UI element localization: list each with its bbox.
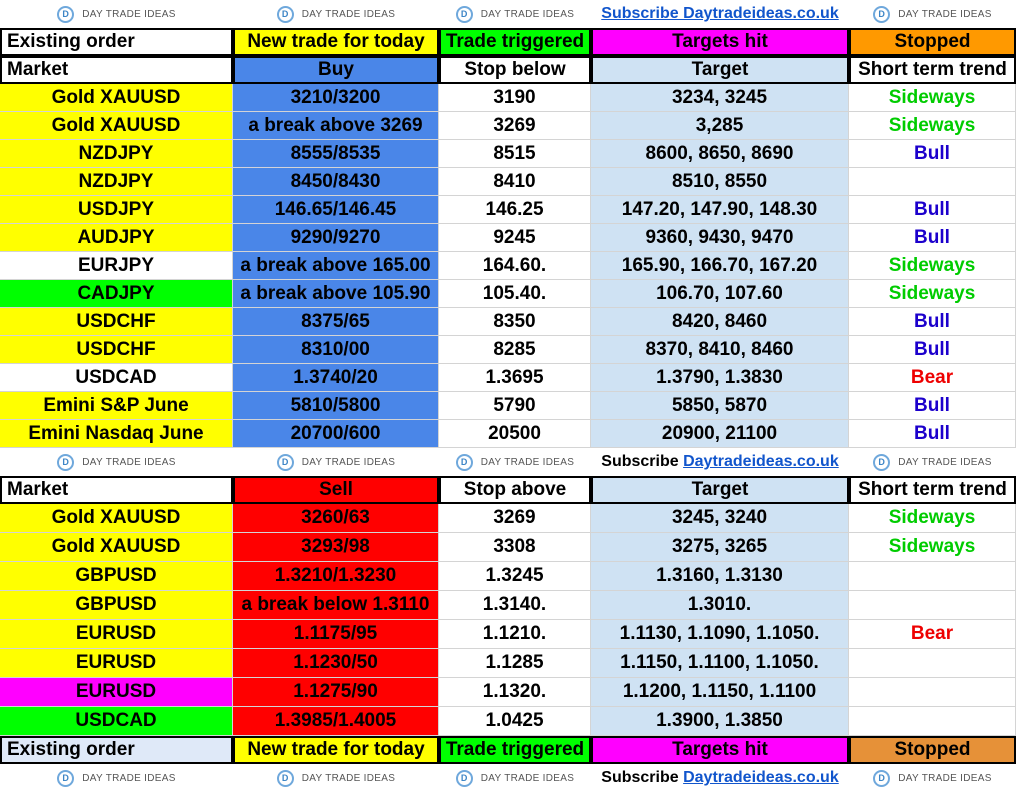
market-cell: AUDJPY	[0, 224, 233, 252]
brand-cell	[439, 448, 591, 476]
brand-cell	[0, 448, 233, 476]
entry-cell: 5810/5800	[233, 392, 439, 420]
market-cell: USDCAD	[0, 364, 233, 392]
brand-cell	[849, 448, 1016, 476]
logo-icon: D	[456, 6, 473, 23]
market-cell: EURJPY	[0, 252, 233, 280]
target-cell: 8510, 8550	[591, 168, 849, 196]
logo-icon: D	[873, 454, 890, 471]
market-cell: EURUSD	[0, 678, 233, 707]
logo-icon: D	[57, 454, 74, 471]
table-row	[0, 112, 1020, 140]
brand-logo: D DAY TRADE IDEAS	[277, 454, 395, 471]
entry-cell: 1.3210/1.3230	[233, 562, 439, 591]
trend-cell: Sideways	[849, 533, 1016, 562]
header-buy: Buy	[233, 56, 439, 84]
brand-logo: D DAY TRADE IDEAS	[277, 6, 395, 23]
subscribe-prefix: Subscribe	[601, 453, 679, 470]
header-market: Market	[0, 476, 233, 504]
market-cell: USDCHF	[0, 336, 233, 364]
market-cell: GBPUSD	[0, 562, 233, 591]
table-row	[0, 392, 1020, 420]
entry-cell: 8375/65	[233, 308, 439, 336]
legend-targets-hit: Targets hit	[591, 28, 849, 56]
trend-cell: Bear	[849, 364, 1016, 392]
entry-cell: 1.3740/20	[233, 364, 439, 392]
brand-logo: D DAY TRADE IDEAS	[57, 770, 175, 787]
legend-stopped: Stopped	[849, 28, 1016, 56]
stop-cell: 3190	[439, 84, 591, 112]
brand-logo: D DAY TRADE IDEAS	[873, 454, 991, 471]
stop-cell: 1.1285	[439, 649, 591, 678]
stop-cell: 1.3245	[439, 562, 591, 591]
logo-icon: D	[456, 454, 473, 471]
header-trend: Short term trend	[849, 476, 1016, 504]
market-cell: Gold XAUUSD	[0, 533, 233, 562]
entry-cell: a break above 165.00	[233, 252, 439, 280]
header-market: Market	[0, 56, 233, 84]
header-sell: Sell	[233, 476, 439, 504]
table-row	[0, 533, 1020, 562]
trend-cell: Sideways	[849, 84, 1016, 112]
brand-logo: D DAY TRADE IDEAS	[456, 6, 574, 23]
table-row	[0, 196, 1020, 224]
market-cell: Gold XAUUSD	[0, 84, 233, 112]
trend-cell: Bull	[849, 392, 1016, 420]
market-cell: Emini S&P June	[0, 392, 233, 420]
table-row	[0, 308, 1020, 336]
table-row	[0, 504, 1020, 533]
subscribe-cell	[591, 0, 849, 28]
legend-triggered: Trade triggered	[439, 28, 591, 56]
subscribe-prefix: Subscribe	[601, 769, 679, 786]
stop-cell: 8285	[439, 336, 591, 364]
subscribe-link[interactable]: Daytradeideas.co.uk	[683, 453, 839, 470]
stop-cell: 1.3140.	[439, 591, 591, 620]
brand-cell	[233, 0, 439, 28]
entry-cell: 1.3985/1.4005	[233, 707, 439, 736]
entry-cell: a break above 105.90	[233, 280, 439, 308]
logo-icon: D	[57, 770, 74, 787]
trend-cell: Sideways	[849, 252, 1016, 280]
brand-cell	[233, 448, 439, 476]
stop-cell: 3269	[439, 112, 591, 140]
trend-cell: Bull	[849, 140, 1016, 168]
market-cell: EURUSD	[0, 620, 233, 649]
target-cell: 20900, 21100	[591, 420, 849, 448]
sell-header-row	[0, 476, 1020, 504]
trend-cell: Bear	[849, 620, 1016, 649]
entry-cell: 3293/98	[233, 533, 439, 562]
trend-cell	[849, 591, 1016, 620]
market-cell: GBPUSD	[0, 591, 233, 620]
stop-cell: 3308	[439, 533, 591, 562]
target-cell: 3275, 3265	[591, 533, 849, 562]
brand-logo: D DAY TRADE IDEAS	[873, 6, 991, 23]
logo-icon: D	[873, 770, 890, 787]
target-cell: 1.3790, 1.3830	[591, 364, 849, 392]
target-cell: 1.3010.	[591, 591, 849, 620]
market-cell: EURUSD	[0, 649, 233, 678]
brand-logo: D DAY TRADE IDEAS	[277, 770, 395, 787]
target-cell: 9360, 9430, 9470	[591, 224, 849, 252]
market-cell: USDCAD	[0, 707, 233, 736]
target-cell: 3,285	[591, 112, 849, 140]
target-cell: 147.20, 147.90, 148.30	[591, 196, 849, 224]
brand-cell	[0, 0, 233, 28]
trend-cell	[849, 678, 1016, 707]
logo-icon: D	[456, 770, 473, 787]
market-cell: Gold XAUUSD	[0, 504, 233, 533]
table-row	[0, 707, 1020, 736]
target-cell: 8370, 8410, 8460	[591, 336, 849, 364]
header-target: Target	[591, 476, 849, 504]
target-cell: 3234, 3245	[591, 84, 849, 112]
subscribe-link[interactable]: Daytradeideas.co.uk	[683, 769, 839, 786]
table-row	[0, 280, 1020, 308]
target-cell: 5850, 5870	[591, 392, 849, 420]
table-row	[0, 84, 1020, 112]
logo-icon: D	[57, 6, 74, 23]
target-cell: 8420, 8460	[591, 308, 849, 336]
table-row	[0, 562, 1020, 591]
brand-logo: D DAY TRADE IDEAS	[57, 454, 175, 471]
brand-logo: D DAY TRADE IDEAS	[57, 6, 175, 23]
subscribe-cell	[591, 448, 849, 476]
legend-stopped: Stopped	[849, 736, 1016, 764]
trend-cell	[849, 649, 1016, 678]
entry-cell: 20700/600	[233, 420, 439, 448]
table-row	[0, 678, 1020, 707]
entry-cell: a break above 3269	[233, 112, 439, 140]
target-cell: 1.1150, 1.1100, 1.1050.	[591, 649, 849, 678]
market-cell: NZDJPY	[0, 168, 233, 196]
stop-cell: 5790	[439, 392, 591, 420]
table-row	[0, 336, 1020, 364]
entry-cell: 8450/8430	[233, 168, 439, 196]
stop-cell: 146.25	[439, 196, 591, 224]
market-cell: Emini Nasdaq June	[0, 420, 233, 448]
entry-cell: 3210/3200	[233, 84, 439, 112]
brand-cell	[439, 0, 591, 28]
header-target: Target	[591, 56, 849, 84]
target-cell: 165.90, 166.70, 167.20	[591, 252, 849, 280]
legend-row-top	[0, 28, 1020, 56]
stop-cell: 164.60.	[439, 252, 591, 280]
stop-cell: 1.1320.	[439, 678, 591, 707]
market-cell: CADJPY	[0, 280, 233, 308]
market-cell: NZDJPY	[0, 140, 233, 168]
trend-cell: Sideways	[849, 112, 1016, 140]
trend-cell: Bull	[849, 308, 1016, 336]
trend-cell	[849, 168, 1016, 196]
table-row	[0, 224, 1020, 252]
stop-cell: 3269	[439, 504, 591, 533]
table-row	[0, 252, 1020, 280]
target-cell: 106.70, 107.60	[591, 280, 849, 308]
trend-cell: Bull	[849, 196, 1016, 224]
market-cell: USDCHF	[0, 308, 233, 336]
trend-cell: Sideways	[849, 504, 1016, 533]
logo-icon: D	[277, 6, 294, 23]
brand-row-middle	[0, 448, 1020, 476]
stop-cell: 1.3695	[439, 364, 591, 392]
trend-cell: Bull	[849, 224, 1016, 252]
brand-logo: D DAY TRADE IDEAS	[873, 770, 991, 787]
target-cell: 8600, 8650, 8690	[591, 140, 849, 168]
logo-icon: D	[873, 6, 890, 23]
table-row	[0, 620, 1020, 649]
entry-cell: 1.1230/50	[233, 649, 439, 678]
table-row	[0, 591, 1020, 620]
entry-cell: 1.1275/90	[233, 678, 439, 707]
header-trend: Short term trend	[849, 56, 1016, 84]
table-row	[0, 364, 1020, 392]
legend-existing: Existing order	[0, 736, 233, 764]
entry-cell: 146.65/146.45	[233, 196, 439, 224]
legend-row-bottom	[0, 736, 1020, 764]
logo-icon: D	[277, 770, 294, 787]
stop-cell: 20500	[439, 420, 591, 448]
stop-cell: 8350	[439, 308, 591, 336]
table-row	[0, 140, 1020, 168]
entry-cell: 8310/00	[233, 336, 439, 364]
trend-cell: Bull	[849, 420, 1016, 448]
stop-cell: 1.0425	[439, 707, 591, 736]
entry-cell: 9290/9270	[233, 224, 439, 252]
entry-cell: 1.1175/95	[233, 620, 439, 649]
trend-cell	[849, 562, 1016, 591]
market-cell: Gold XAUUSD	[0, 112, 233, 140]
market-cell: USDJPY	[0, 196, 233, 224]
trend-cell	[849, 707, 1016, 736]
legend-existing: Existing order	[0, 28, 233, 56]
table-row	[0, 649, 1020, 678]
table-row	[0, 420, 1020, 448]
legend-triggered: Trade triggered	[439, 736, 591, 764]
trend-cell: Sideways	[849, 280, 1016, 308]
target-cell: 1.1130, 1.1090, 1.1050.	[591, 620, 849, 649]
legend-new-trade: New trade for today	[233, 28, 439, 56]
brand-logo: D DAY TRADE IDEAS	[456, 454, 574, 471]
subscribe-link[interactable]: Subscribe Daytradeideas.co.uk	[601, 5, 839, 22]
trend-cell: Bull	[849, 336, 1016, 364]
stop-cell: 8515	[439, 140, 591, 168]
table-row	[0, 168, 1020, 196]
entry-cell: 8555/8535	[233, 140, 439, 168]
stop-cell: 1.1210.	[439, 620, 591, 649]
header-stop-below: Stop below	[439, 56, 591, 84]
target-cell: 3245, 3240	[591, 504, 849, 533]
target-cell: 1.3160, 1.3130	[591, 562, 849, 591]
entry-cell: 3260/63	[233, 504, 439, 533]
stop-cell: 8410	[439, 168, 591, 196]
stop-cell: 9245	[439, 224, 591, 252]
entry-cell: a break below 1.3110	[233, 591, 439, 620]
header-stop-above: Stop above	[439, 476, 591, 504]
target-cell: 1.1200, 1.1150, 1.1100	[591, 678, 849, 707]
logo-icon: D	[277, 454, 294, 471]
brand-cell	[849, 0, 1016, 28]
legend-new-trade: New trade for today	[233, 736, 439, 764]
stop-cell: 105.40.	[439, 280, 591, 308]
legend-targets-hit: Targets hit	[591, 736, 849, 764]
brand-row-top	[0, 0, 1020, 28]
brand-logo: D DAY TRADE IDEAS	[456, 770, 574, 787]
target-cell: 1.3900, 1.3850	[591, 707, 849, 736]
buy-header-row	[0, 56, 1020, 84]
